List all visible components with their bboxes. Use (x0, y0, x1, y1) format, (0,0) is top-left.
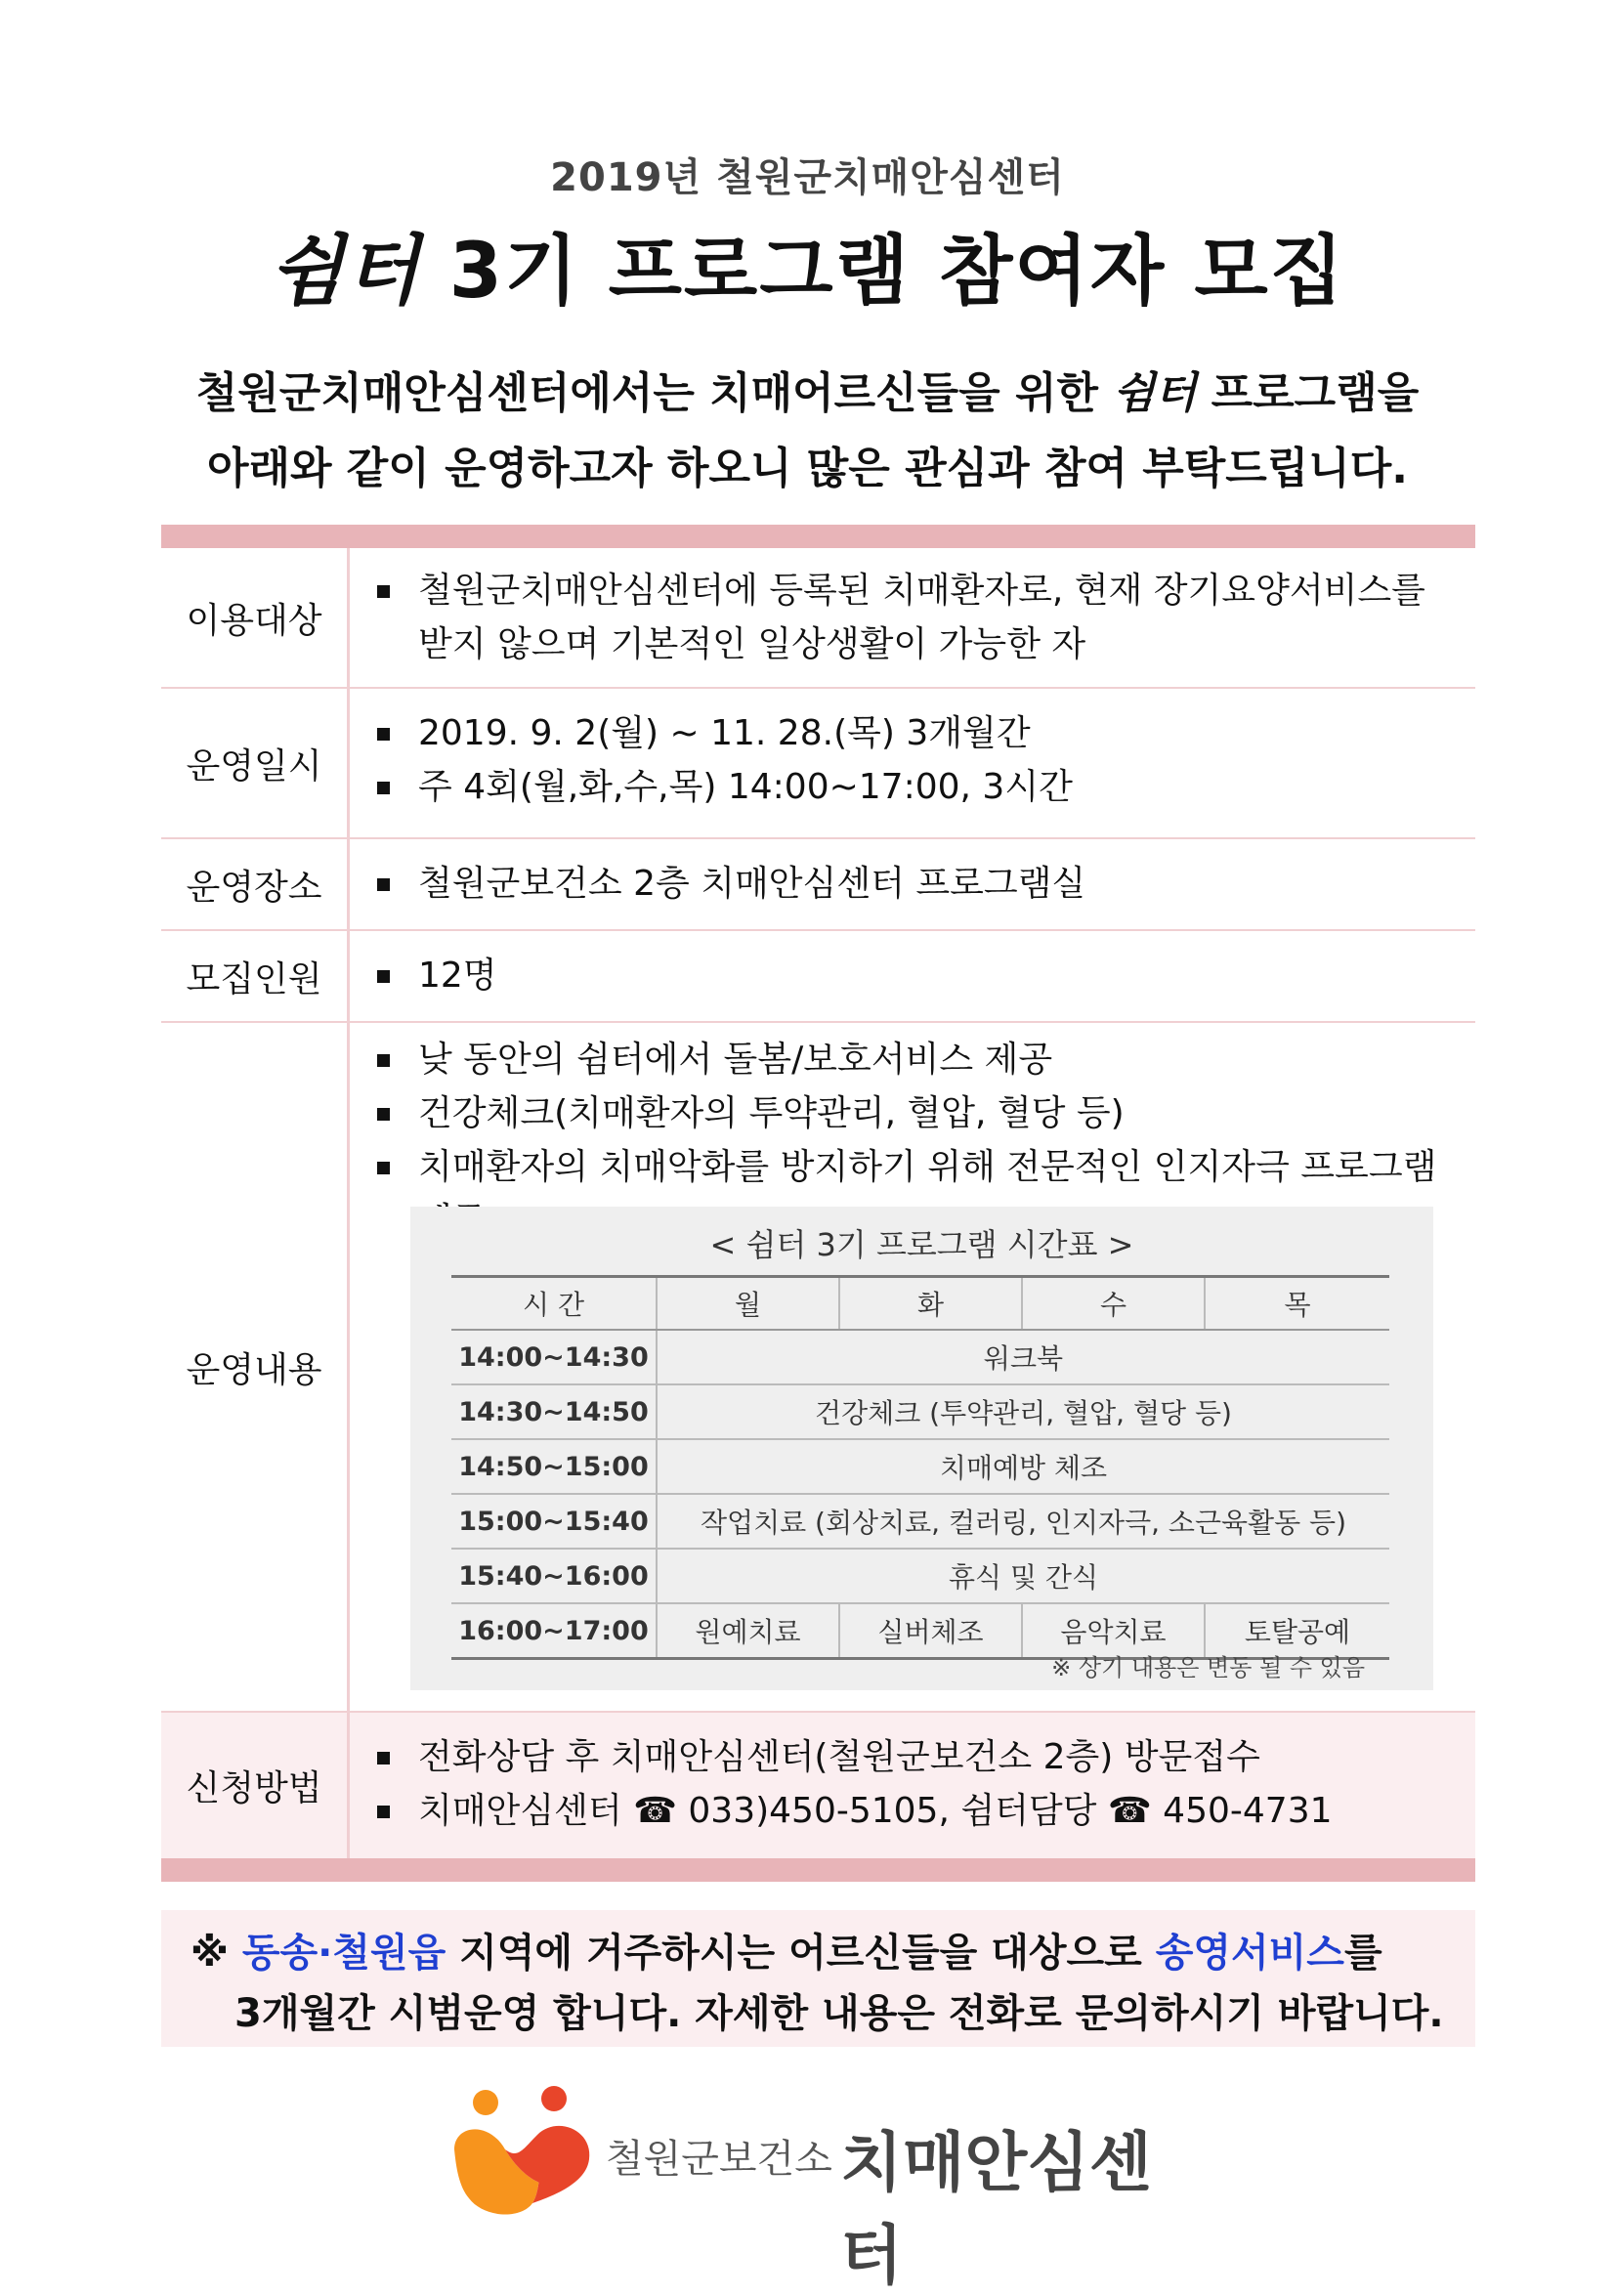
header-mon: 월 (657, 1277, 839, 1331)
label-content: 운영내용 (161, 1023, 350, 1711)
page-title (0, 210, 1615, 319)
row-place (161, 839, 1475, 931)
row-apply (161, 1713, 1475, 1858)
schedule-item-2: 주 4회(월,화,수,목) 14:00~17:00, 3시간 (371, 760, 1466, 814)
activity-cell: 건강체크 (투약관리, 혈압, 혈당 등) (657, 1384, 1389, 1439)
activity-mon: 원예치료 (657, 1603, 839, 1659)
target-body (371, 564, 1466, 671)
label-recruit: 모집인원 (161, 931, 350, 1021)
intro-line-2: 아래와 같이 운영하고자 하오니 많은 관심과 참여 부탁드립니다. (206, 444, 1409, 493)
intro-text-b: 프로그램을 (1196, 368, 1420, 418)
label-schedule: 운영일시 (161, 689, 350, 837)
timetable (451, 1275, 1389, 1660)
header-wed: 수 (1022, 1277, 1205, 1331)
label-apply: 신청방법 (161, 1713, 350, 1858)
table-row (451, 1494, 1389, 1549)
time-cell: 14:50~15:00 (451, 1439, 657, 1494)
timetable-box (410, 1207, 1433, 1690)
logo-center-name: 치매안심센터 (840, 2125, 1152, 2293)
label-target: 이용대상 (161, 548, 350, 687)
place-body (371, 857, 1466, 911)
notice-line-2: 3개월간 시범운영 합니다. 자세한 내용은 전화로 문의하시기 바랍니다. (234, 1991, 1444, 2036)
table-row (451, 1330, 1389, 1384)
header-time: 시 간 (451, 1277, 657, 1331)
recruit-item: 12명 (371, 949, 1466, 1002)
content-item-2: 건강체크(치매환자의 투약관리, 혈압, 혈당 등) (371, 1086, 1466, 1140)
table-row (451, 1549, 1389, 1603)
supertitle: 2019년 철원군치매안심센터 (550, 155, 1065, 200)
intro-shelter-word: 쉼터 (1113, 368, 1197, 418)
footer-logo (445, 2081, 1187, 2293)
header-tue: 화 (839, 1277, 1022, 1331)
schedule-body (371, 706, 1466, 814)
intro-text-a: 철원군치매안심센터에서는 치매어르신들을 위한 (195, 368, 1114, 418)
label-place: 운영장소 (161, 839, 350, 929)
notice-end: 를 (1343, 1931, 1382, 1976)
time-cell: 14:30~14:50 (451, 1384, 657, 1439)
table-bottom-bar (161, 1858, 1475, 1882)
title-shelter-word: 쉼터 (269, 227, 421, 316)
table-top-bar (161, 525, 1475, 548)
schedule-item-1: 2019. 9. 2(월) ~ 11. 28.(목) 3개월간 (371, 706, 1466, 760)
timetable-header-row (451, 1277, 1389, 1331)
notice-service: 송영서비스 (1155, 1931, 1344, 1976)
header-thu: 목 (1205, 1277, 1389, 1331)
time-cell: 15:00~15:40 (451, 1494, 657, 1549)
activity-cell: 치매예방 체조 (657, 1439, 1389, 1494)
activity-tue: 실버체조 (839, 1603, 1022, 1659)
recruit-body (371, 949, 1466, 1002)
timetable-note: ※ 상기 내용은 변동 될 수 있음 (1051, 1654, 1365, 1681)
logo-org-name: 철원군보건소 (606, 2137, 832, 2182)
place-item: 철원군보건소 2층 치매안심센터 프로그램실 (371, 857, 1466, 911)
activity-thu: 토탈공예 (1205, 1603, 1389, 1659)
title-rest: 3기 프로그램 참여자 모집 (420, 228, 1346, 316)
notice-mark: ※ (191, 1931, 242, 1976)
notice-line-1 (191, 1922, 1382, 1977)
logo-mark-icon (445, 2081, 601, 2228)
row-target (161, 548, 1475, 689)
content-item-1: 낮 동안의 쉼터에서 돌봄/보호서비스 제공 (371, 1033, 1466, 1086)
table-row (451, 1384, 1389, 1439)
intro-line-1 (0, 358, 1615, 420)
activity-cell: 워크북 (657, 1330, 1389, 1384)
timetable-title: < 쉼터 3기 프로그램 시간표 > (709, 1226, 1134, 1263)
time-cell: 14:00~14:30 (451, 1330, 657, 1384)
notice-area: 동송·철원읍 (241, 1931, 446, 1976)
target-item: 철원군치매안심센터에 등록된 치매환자로, 현재 장기요양서비스를 (371, 564, 1466, 617)
time-cell: 16:00~17:00 (451, 1603, 657, 1659)
notice-box (161, 1910, 1475, 2047)
target-item-cont: 받지 않으며 기본적인 일상생활이 가능한 자 (418, 624, 1086, 664)
apply-body (371, 1730, 1466, 1838)
row-recruit (161, 931, 1475, 1023)
apply-item-1: 전화상담 후 치매안심센터(철원군보건소 2층) 방문접수 (371, 1730, 1466, 1784)
content-item-3: 치매환자의 치매악화를 방지하기 위해 전문적인 인지자극 프로그램 (371, 1140, 1466, 1248)
time-cell: 15:40~16:00 (451, 1549, 657, 1603)
apply-item-2: 치매안심센터 ☎ 033)450-5105, 쉼터담당 ☎ 450-4731 (371, 1784, 1466, 1838)
notice-mid: 지역에 거주하시는 어르신들을 대상으로 (446, 1931, 1156, 1976)
row-schedule (161, 689, 1475, 839)
activity-wed: 음악치료 (1022, 1603, 1205, 1659)
activity-cell: 휴식 및 간식 (657, 1549, 1389, 1603)
activity-cell: 작업치료 (회상치료, 컬러링, 인지자극, 소근육활동 등) (657, 1494, 1389, 1549)
table-row (451, 1439, 1389, 1494)
